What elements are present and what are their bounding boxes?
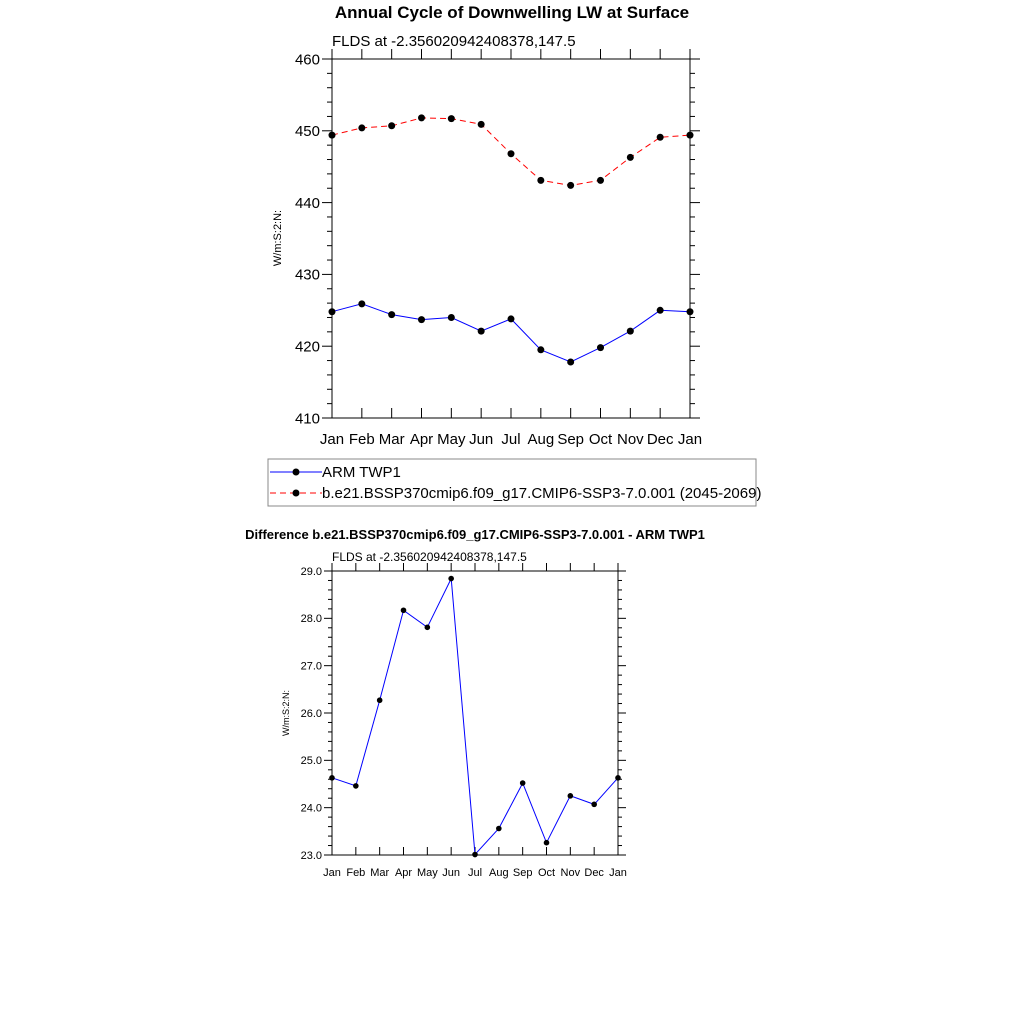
chart2-series-0-point bbox=[448, 576, 454, 582]
chart1-series-0-point bbox=[687, 308, 694, 315]
chart2-ytick-label: 23.0 bbox=[300, 849, 322, 862]
chart2-series-0-point bbox=[472, 852, 478, 858]
chart2-plot-frame bbox=[332, 571, 618, 855]
chart1-xtick-label: Aug bbox=[527, 431, 555, 448]
chart2-xtick-label: Jun bbox=[442, 867, 461, 879]
chart2-title: Difference b.e21.BSSP370cmip6.f09_g17.CMIP6-SSP3-7.0.001 - ARM TWP1 bbox=[245, 527, 705, 542]
chart1-series-0-point bbox=[537, 346, 544, 353]
chart1-series-0-point bbox=[508, 315, 515, 322]
chart2-xtick-label: Jan bbox=[609, 867, 627, 879]
chart2-xtick-label: Oct bbox=[537, 867, 556, 879]
chart2-ytick-label: 24.0 bbox=[300, 802, 322, 815]
chart1-ytick-label: 440 bbox=[294, 194, 320, 212]
chart2-series-0-point bbox=[353, 783, 359, 789]
chart1-series-1-point bbox=[388, 122, 395, 129]
chart2-ytick-label: 27.0 bbox=[300, 660, 322, 673]
legend-label-model: b.e21.BSSP370cmip6.f09_g17.CMIP6-SSP3-7.0.001 (2045-2069) bbox=[322, 485, 762, 502]
chart1-series-1-point bbox=[597, 177, 604, 184]
chart2-ytick-label: 29.0 bbox=[300, 565, 322, 578]
chart2-series bbox=[329, 576, 621, 858]
chart1-series-1-point bbox=[567, 182, 574, 189]
chart2-xtick-label: May bbox=[416, 867, 438, 879]
chart1-xtick-label: Jun bbox=[469, 431, 494, 448]
chart1-series-line-0 bbox=[332, 304, 690, 362]
chart2-ytick-label: 28.0 bbox=[300, 613, 322, 626]
chart1-ytick-label: 410 bbox=[294, 410, 320, 428]
chart1-series-0-point bbox=[627, 328, 634, 335]
chart2-series-0-point bbox=[591, 802, 597, 808]
chart2-series-0-point bbox=[401, 607, 407, 613]
chart1-ytick-label: 450 bbox=[294, 123, 320, 141]
chart2-series-0-point bbox=[496, 826, 502, 832]
chart2-xtick-label: Feb bbox=[346, 867, 366, 879]
chart2-series-line-0 bbox=[332, 579, 618, 855]
chart2-xtick-label: Dec bbox=[584, 867, 604, 879]
chart1-xtick-label: Oct bbox=[588, 431, 613, 448]
chart1-xtick-label: Sep bbox=[557, 431, 585, 448]
chart1-series-1-point bbox=[537, 177, 544, 184]
chart1-ylabel: W/m:S:2:N: bbox=[272, 209, 284, 267]
chart2-xtick-label: Mar bbox=[370, 867, 390, 879]
chart1-xtick-label: Nov bbox=[616, 431, 644, 448]
chart2-series-0-point bbox=[615, 775, 621, 781]
chart2-xtick-label: Aug bbox=[489, 867, 509, 879]
chart2-xtick-label: Apr bbox=[394, 867, 413, 879]
chart1-xtick-label: Dec bbox=[646, 431, 674, 448]
chart2-xtick-label: Sep bbox=[512, 867, 533, 879]
chart1-series-0-point bbox=[388, 311, 395, 318]
chart2-series-0-point bbox=[568, 793, 574, 799]
chart1-xtick-label: Feb bbox=[348, 431, 375, 448]
chart1-xtick-label: Jul bbox=[501, 431, 521, 448]
chart1-xtick-label: Jan bbox=[677, 431, 703, 448]
chart1-series-1-point bbox=[329, 132, 336, 139]
legend-marker-model bbox=[293, 490, 300, 497]
chart1-xtick-label: Jan bbox=[319, 431, 345, 448]
chart1-xtick-label: Mar bbox=[378, 431, 405, 448]
chart2-series-0-point bbox=[329, 775, 335, 781]
annual-cycle-chart bbox=[272, 3, 702, 448]
chart2-subtitle: FLDS at -2.356020942408378,147.5 bbox=[332, 550, 527, 564]
chart1-series-1-point bbox=[478, 121, 485, 128]
difference-chart bbox=[245, 527, 705, 879]
chart2-xtick-label: Jul bbox=[467, 867, 483, 879]
chart2-ylabel: W/m:S:2:N: bbox=[281, 689, 291, 737]
chart2-ytick-label: 26.0 bbox=[300, 707, 322, 720]
chart2-xtick-label: Nov bbox=[560, 867, 581, 879]
chart2-series-0-point bbox=[425, 625, 431, 631]
chart1-title: Annual Cycle of Downwelling LW at Surface bbox=[334, 3, 690, 22]
chart1-series bbox=[329, 114, 694, 365]
chart2-ytick-label: 25.0 bbox=[300, 755, 322, 768]
legend-label-arm: ARM TWP1 bbox=[322, 464, 401, 481]
chart1-series-1-point bbox=[358, 124, 365, 131]
chart1-xtick-label: Apr bbox=[409, 431, 434, 448]
chart1-series-1-point bbox=[627, 154, 634, 161]
chart1-legend bbox=[268, 459, 761, 506]
chart1-series-1-point bbox=[657, 134, 664, 141]
chart1-series-0-point bbox=[418, 316, 425, 323]
chart1-series-0-point bbox=[358, 300, 365, 307]
chart1-series-1-point bbox=[448, 115, 455, 122]
chart1-series-0-point bbox=[597, 344, 604, 351]
chart2-xtick-label: Jan bbox=[323, 867, 341, 879]
chart1-plot-frame bbox=[332, 59, 690, 418]
chart2-series-0-point bbox=[544, 840, 550, 846]
chart1-ytick-label: 460 bbox=[294, 51, 320, 69]
legend-marker-arm bbox=[293, 469, 300, 476]
chart1-subtitle: FLDS at -2.356020942408378,147.5 bbox=[332, 33, 576, 50]
chart1-series-1-point bbox=[418, 114, 425, 121]
chart1-series-0-point bbox=[657, 307, 664, 314]
chart1-series-0-point bbox=[478, 328, 485, 335]
chart1-xtick-label: May bbox=[437, 431, 466, 448]
chart1-series-0-point bbox=[448, 314, 455, 321]
chart1-series-0-point bbox=[567, 358, 574, 365]
chart1-axes bbox=[295, 49, 702, 448]
chart2-series-0-point bbox=[377, 697, 383, 703]
chart1-ytick-label: 420 bbox=[294, 338, 320, 356]
chart2-series-0-point bbox=[520, 780, 526, 786]
chart1-ytick-label: 430 bbox=[294, 266, 320, 284]
chart1-series-0-point bbox=[329, 308, 336, 315]
chart1-series-1-point bbox=[508, 150, 515, 157]
chart1-series-1-point bbox=[687, 132, 694, 139]
